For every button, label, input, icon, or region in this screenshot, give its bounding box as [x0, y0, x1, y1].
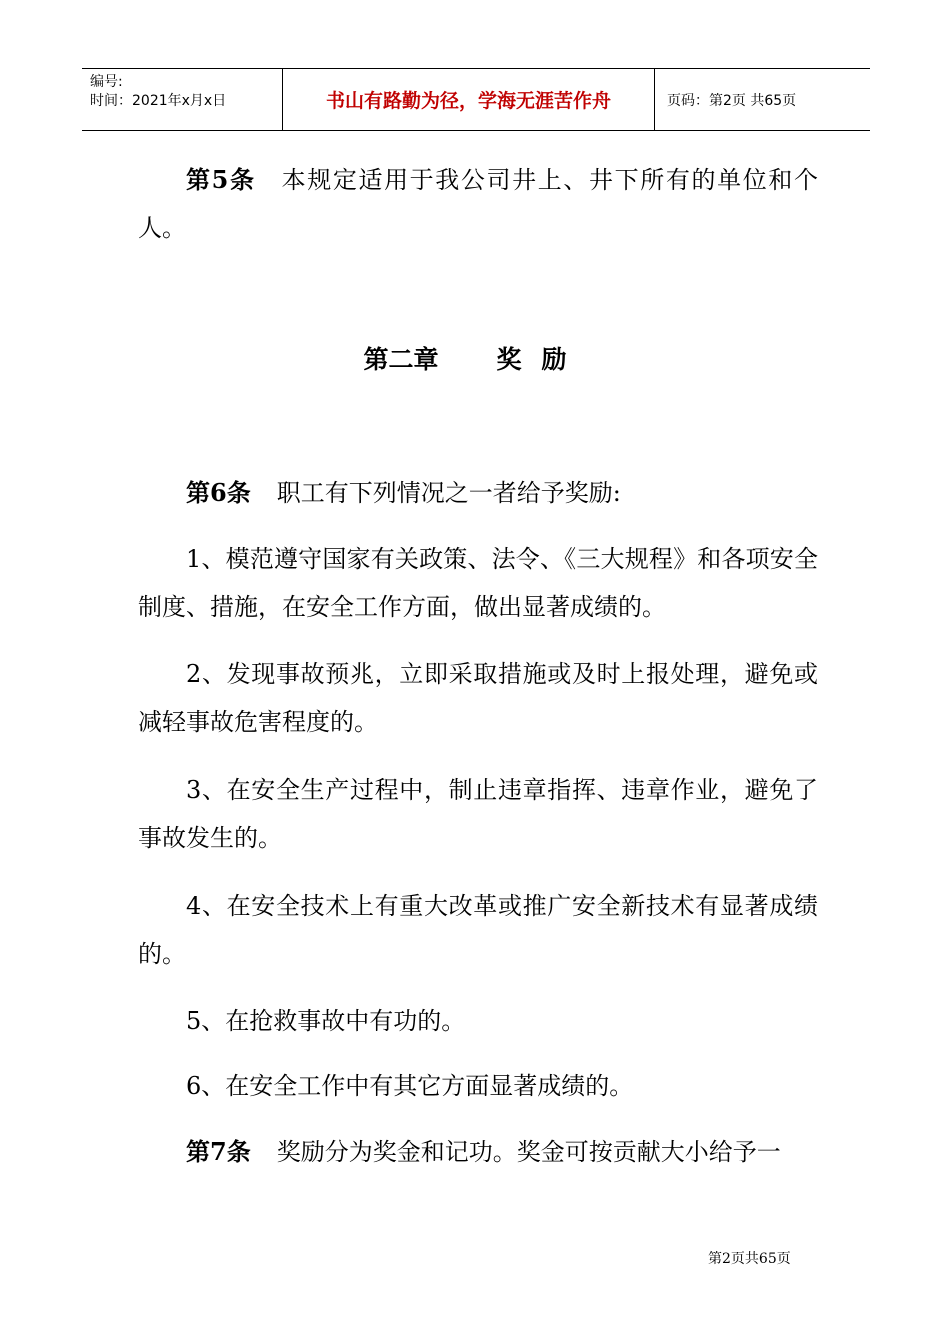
article-7: [138, 1128, 818, 1176]
page-footer: 第2页共65页: [708, 1251, 791, 1267]
article-5-label: 第5条: [186, 165, 256, 194]
time-label: 时间：2021年x月x日: [90, 93, 227, 109]
article-6-label: 第6条: [186, 478, 251, 507]
chapter-name: 奖励: [496, 345, 587, 374]
article-7-label: 第7条: [186, 1137, 251, 1166]
list-item: 3、在安全生产过程中，制止违章指挥、违章作业，避免了事故发生的。: [138, 776, 818, 852]
article-5-text: 本规定适用于我公司井上、井下所有的单位和个人。: [138, 166, 819, 242]
list-item: 2、发现事故预兆，立即采取措施或及时上报处理，避免或减轻事故危害程度的。: [138, 660, 818, 736]
article-7-text: 奖励分为奖金和记功。奖金可按贡献大小给予一: [276, 1138, 781, 1166]
article-5: [138, 156, 818, 252]
list-item: 5、在抢救事故中有功的。: [186, 1007, 466, 1035]
list-item: 1、模范遵守国家有关政策、法令、《三大规程》和各项安全制度、措施，在安全工作方面，做出显著成绩的。: [138, 545, 818, 621]
header-meta: [82, 69, 282, 130]
list-item: 4、在安全技术上有重大改革或推广安全新技术有显著成绩的。: [138, 892, 818, 968]
header-motto: 书山有路勤为径，学海无涯苦作舟: [282, 69, 655, 130]
header-page-label: 页码：第2页 共65页: [667, 92, 797, 109]
chapter-title: 第二章: [363, 345, 439, 374]
chapter-heading: [0, 340, 950, 376]
article-6: [138, 469, 818, 517]
article-6-text: 职工有下列情况之一者给予奖励:: [276, 479, 621, 507]
number-label: 编号:: [90, 74, 123, 90]
page-header: [82, 68, 870, 131]
list-item: 6、在安全工作中有其它方面显著成绩的。: [186, 1072, 634, 1100]
